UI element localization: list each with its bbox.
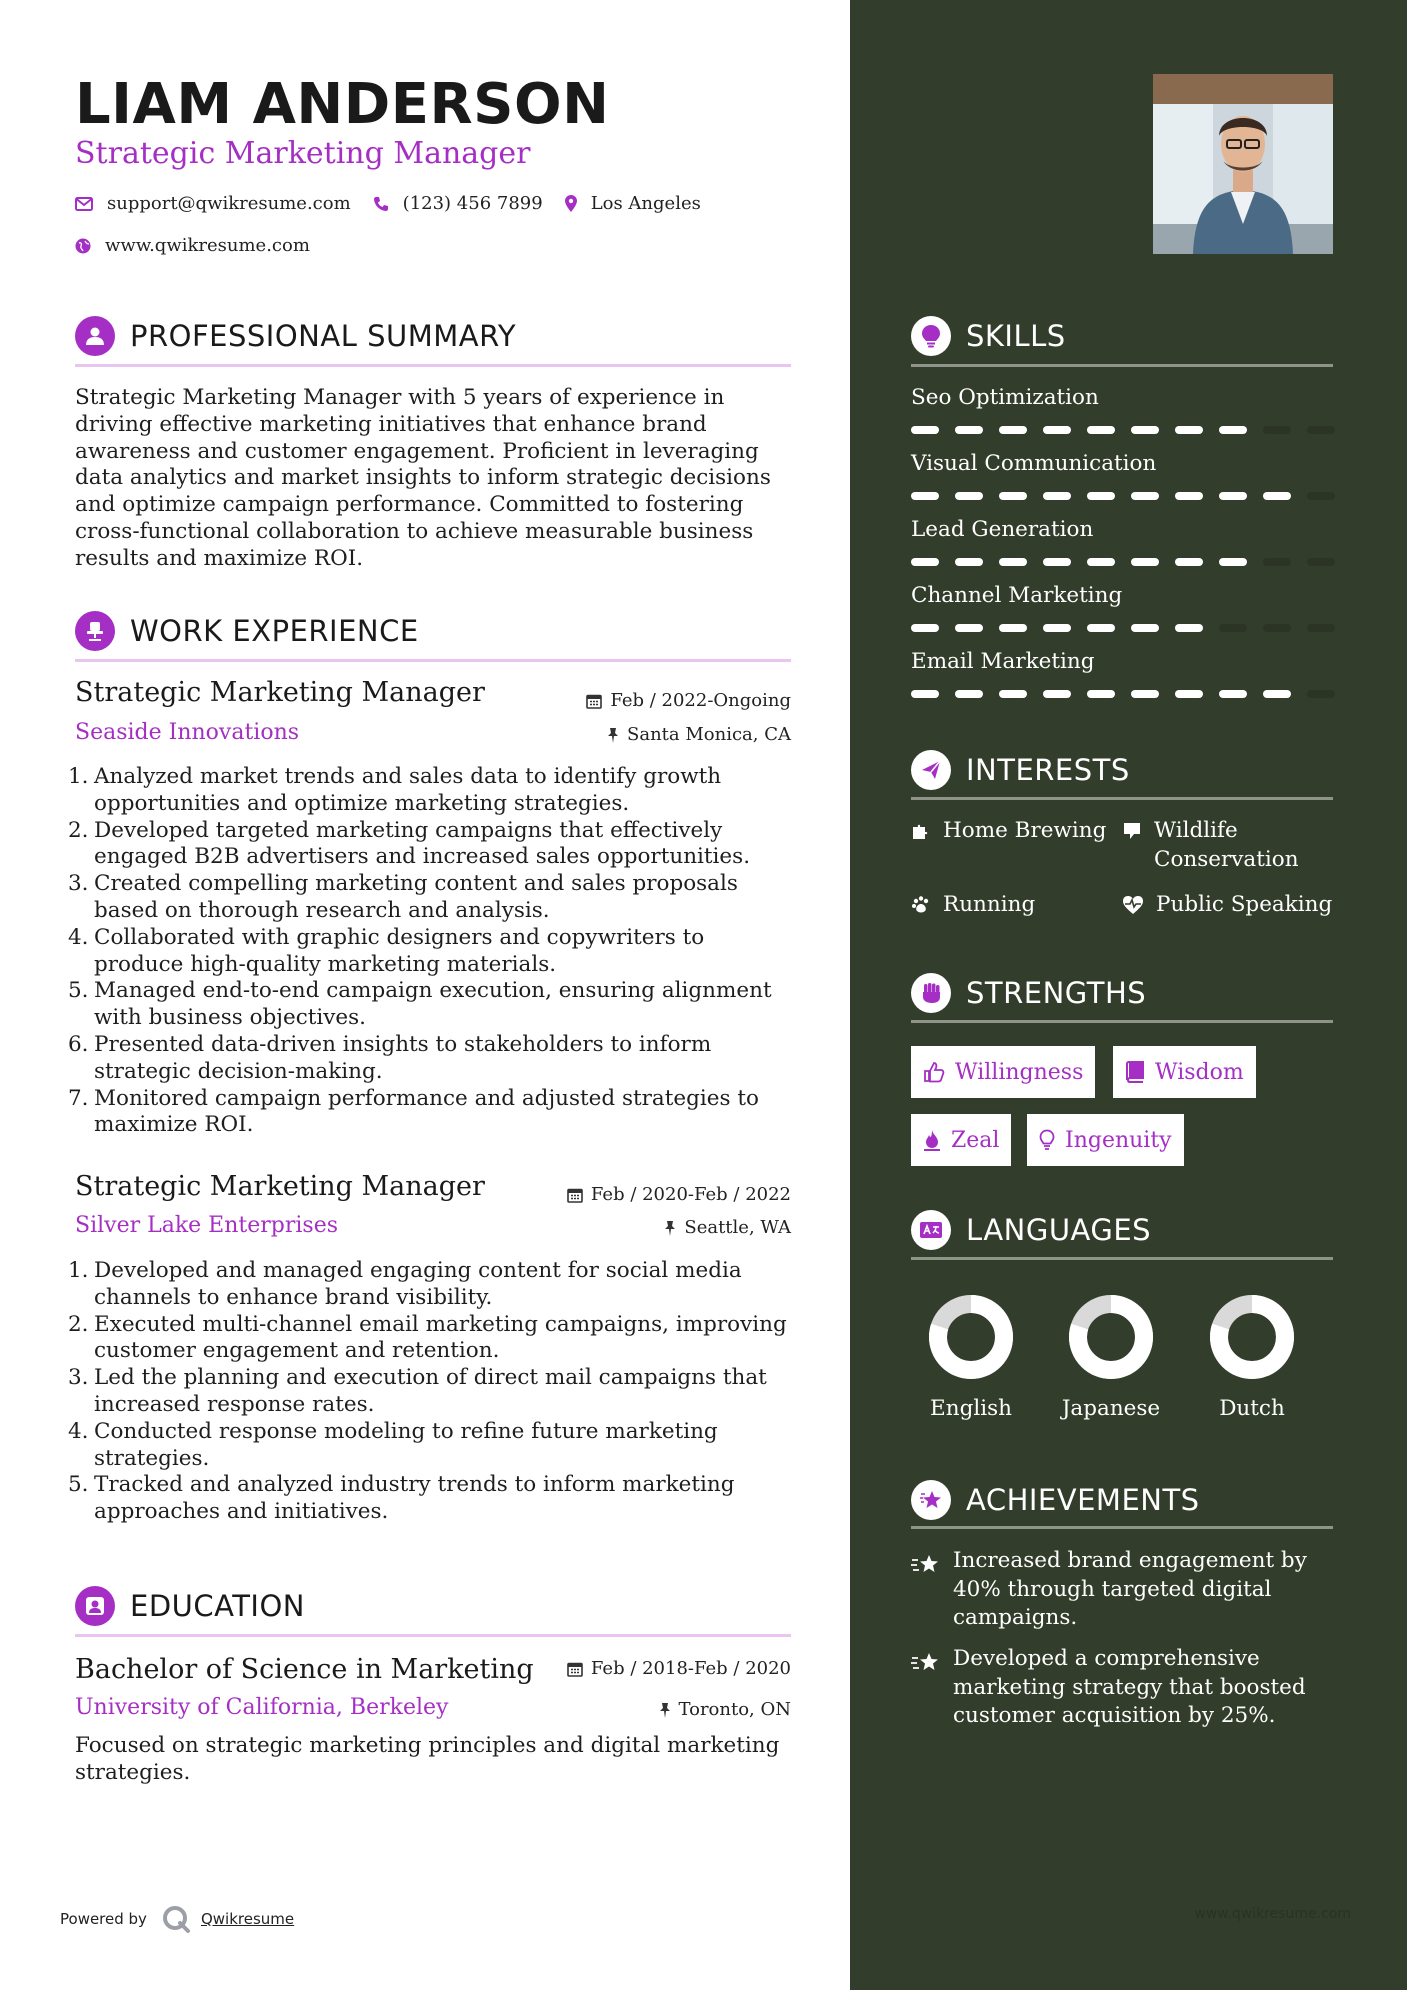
skill-level-dash [999,426,1027,434]
skill-level-dash [999,558,1027,566]
list-item: 6. Presented data-driven insights to stakeholders to inform strategic decision-making. [68,1031,712,1084]
billboard-icon [1122,821,1142,841]
map-pin-icon [565,195,577,212]
interest-item: Public Speaking [1122,890,1332,919]
skill-level-dash [1219,690,1247,698]
language-item: Japanese [1041,1294,1181,1421]
skill-level-dash [999,624,1027,632]
footer-url[interactable]: www.qwikresume.com [1194,1906,1351,1922]
powered-by: Powered by Qwikresume [60,1904,294,1934]
list-item: 5. Managed end-to-end campaign execution, ensuring alignment with business objectives. [68,978,772,1031]
skill-level-dash [1307,492,1335,500]
skill-level-dash [1263,426,1291,434]
skill-level-dash [911,690,939,698]
list-item: 2. Executed multi-channel email marketing campaigns, improving customer engagement and retention. [68,1311,787,1364]
language-level-ring [1068,1294,1154,1380]
languages-rule [911,1257,1333,1260]
interest-item: Wildlife Conservation [1122,816,1322,874]
phone-text: (123) 456 7899 [402,193,543,214]
fire-icon [923,1129,941,1151]
strength-chip: Zeal [911,1114,1011,1166]
job-bullets [68,764,798,1139]
skill-level-bar [911,690,1351,698]
calendar-icon [567,1187,583,1203]
contact-phone[interactable] [373,193,543,214]
skill-level-dash [911,624,939,632]
skill-level-dash [1263,690,1291,698]
list-item: 4. Conducted response modeling to refine future marketing strategies. [68,1418,718,1471]
strength-chip: Ingenuity [1027,1114,1184,1166]
list-item: 3. Led the planning and execution of direct mail campaigns that increased response rates. [68,1365,767,1417]
strength-chip: Wisdom [1113,1046,1256,1098]
star-burst-icon [911,1651,941,1675]
skill-level-dash [999,690,1027,698]
skills-heading: SKILLS [911,316,1066,356]
list-item: 1. Analyzed market trends and sales data to identify growth opportunities and optimize marketing strategies. [68,764,722,816]
skill-level-dash [1043,492,1071,500]
user-icon [75,316,115,356]
interests-rule [911,797,1333,800]
skill-level-dash [911,426,939,434]
interest-item: Home Brewing [911,816,1106,845]
education-location: Toronto, ON [659,1699,792,1720]
skill-level-dash [911,492,939,500]
education-heading: EDUCATION [75,1586,305,1626]
skill-level-dash [1219,558,1247,566]
skill-item: Visual Communication [911,451,1351,500]
job-dates: Feb / 2020-Feb / 2022 [567,1184,791,1205]
skill-level-dash [1131,690,1159,698]
experience-heading: WORK EXPERIENCE [75,611,419,651]
achievement-item: Increased brand engagement by 40% through targeted digital campaigns. [911,1547,1331,1633]
skill-level-dash [1175,558,1203,566]
skill-level-dash [1263,624,1291,632]
contact-location [565,193,701,214]
skill-level-dash [955,492,983,500]
language-level-ring [928,1294,1014,1380]
list-item: 3. Created compelling marketing content and sales proposals based on thorough research and analysis. [68,871,738,923]
qwikresume-logo-icon [161,1904,191,1934]
skill-level-dash [1087,558,1115,566]
skills-rule [911,364,1333,367]
education-rule [75,1634,791,1637]
skill-level-bar [911,426,1351,434]
skill-level-dash [1175,624,1203,632]
phone-icon [373,196,389,212]
language-item: English [901,1294,1041,1421]
puzzle-icon [911,821,931,841]
skill-level-bar [911,558,1351,566]
sidebar [850,0,1407,1990]
language-item: Dutch [1182,1294,1322,1421]
job-bullets [68,1258,798,1526]
job-location: Santa Monica, CA [607,724,791,745]
job-company: Silver Lake Enterprises [75,1213,339,1238]
job-title: Strategic Marketing Manager [75,1171,485,1202]
list-item: 4. Collaborated with graphic designers and copywriters to produce high-quality marketing materials. [68,924,705,977]
skill-level-dash [911,558,939,566]
candidate-role: Strategic Marketing Manager [75,136,531,171]
education-dates: Feb / 2018-Feb / 2020 [567,1658,791,1679]
skill-level-dash [1263,558,1291,566]
skill-level-dash [1263,492,1291,500]
calendar-icon [586,693,602,709]
contact-email[interactable] [75,193,351,214]
interests-heading: INTERESTS [911,750,1130,790]
interest-item: Running [911,890,1035,919]
skill-item: Channel Marketing [911,583,1351,632]
star-burst-icon [911,1480,951,1520]
job-dates: Feb / 2022-Ongoing [586,690,791,711]
list-item: 1. Developed and managed engaging content for social media channels to enhance brand visibility. [68,1258,742,1310]
skill-level-dash [999,492,1027,500]
lightbulb-outline-icon [1039,1129,1055,1151]
lightbulb-icon [911,316,951,356]
list-item: 5. Tracked and analyzed industry trends to inform marketing approaches and initiatives. [68,1472,735,1525]
skill-level-dash [1043,426,1071,434]
job-company: Seaside Innovations [75,720,300,745]
calendar-icon [567,1661,583,1677]
education-text: Focused on strategic marketing principles and digital marketing strategies. [75,1733,780,1785]
list-item: 2. Developed targeted marketing campaigns that effectively engaged B2B advertisers and increased sales opportunities. [68,817,751,870]
skill-level-dash [1307,690,1335,698]
contact-website[interactable] [75,235,310,256]
skill-level-dash [1043,690,1071,698]
skill-item: Lead Generation [911,517,1351,566]
website-text: www.qwikresume.com [105,235,310,256]
paw-icon [911,895,931,915]
skill-level-dash [955,690,983,698]
contact-row-2 [75,235,332,256]
list-item: 7. Monitored campaign performance and adjusted strategies to maximize ROI. [68,1085,759,1138]
job-location: Seattle, WA [664,1217,791,1238]
language-level-ring [1209,1294,1295,1380]
summary-text: Strategic Marketing Manager with 5 years of experience in driving effective marketing initiatives that enhance brand awareness and customer engagement. Proficient in leveraging data analytics and market insights to inform strategic decisions and optimize campaign performance. Committed to fostering cross-functional collaboration to achieve measurable business results and maximize ROI. [75,385,771,571]
briefcase-chair-icon [75,611,115,651]
star-burst-icon [911,1553,941,1577]
school-name: University of California, Berkeley [75,1695,449,1720]
skill-level-dash [1131,558,1159,566]
email-text: support@qwikresume.com [107,193,351,214]
skill-level-dash [955,624,983,632]
skill-level-bar [911,624,1351,632]
achievements-heading: ACHIEVEMENTS [911,1480,1200,1520]
skill-level-dash [1087,426,1115,434]
pushpin-icon [607,727,619,743]
graduate-icon [75,1586,115,1626]
languages-heading: LANGUAGES [911,1210,1151,1250]
pushpin-icon [664,1220,676,1236]
skill-level-dash [1175,426,1203,434]
skill-level-dash [1131,624,1159,632]
achievement-item: Developed a comprehensive marketing strategy that boosted customer acquisition by 25%. [911,1645,1331,1731]
skill-level-dash [955,426,983,434]
skill-level-dash [1131,492,1159,500]
skill-item: Email Marketing [911,649,1351,698]
pushpin-icon [659,1702,671,1718]
skill-level-dash [1307,624,1335,632]
summary-heading: PROFESSIONAL SUMMARY [75,316,516,356]
summary-rule [75,364,791,367]
skill-level-dash [1219,624,1247,632]
paper-plane-icon [911,750,951,790]
location-text: Los Angeles [590,193,701,214]
contact-row [75,193,723,214]
skill-item: Seo Optimization [911,385,1351,434]
globe-icon [75,238,91,254]
achievements-rule [911,1526,1333,1529]
skill-level-dash [1219,492,1247,500]
fist-icon [911,973,951,1013]
strength-chip: Willingness [911,1046,1095,1098]
strengths-rule [911,1020,1333,1023]
job-title: Strategic Marketing Manager [75,677,485,708]
translate-icon [911,1210,951,1250]
skill-level-dash [1175,690,1203,698]
envelope-icon [75,197,93,211]
book-icon [1125,1061,1145,1083]
skill-level-dash [1043,558,1071,566]
skill-level-dash [1219,426,1247,434]
degree-title: Bachelor of Science in Marketing [75,1654,534,1685]
skill-level-dash [1087,492,1115,500]
skill-level-bar [911,492,1351,500]
skill-level-dash [955,558,983,566]
experience-rule [75,659,791,662]
skill-level-dash [1043,624,1071,632]
candidate-name: LIAM ANDERSON [75,72,610,137]
skill-level-dash [1131,426,1159,434]
skill-level-dash [1175,492,1203,500]
skill-level-dash [1307,558,1335,566]
profile-photo [1153,74,1333,254]
skill-level-dash [1087,690,1115,698]
skill-level-dash [1087,624,1115,632]
thumbs-up-icon [923,1061,945,1083]
skill-level-dash [1307,426,1335,434]
qwikresume-link[interactable]: Qwikresume [200,1910,295,1928]
strengths-heading: STRENGTHS [911,973,1146,1013]
heartbeat-icon [1122,895,1144,915]
